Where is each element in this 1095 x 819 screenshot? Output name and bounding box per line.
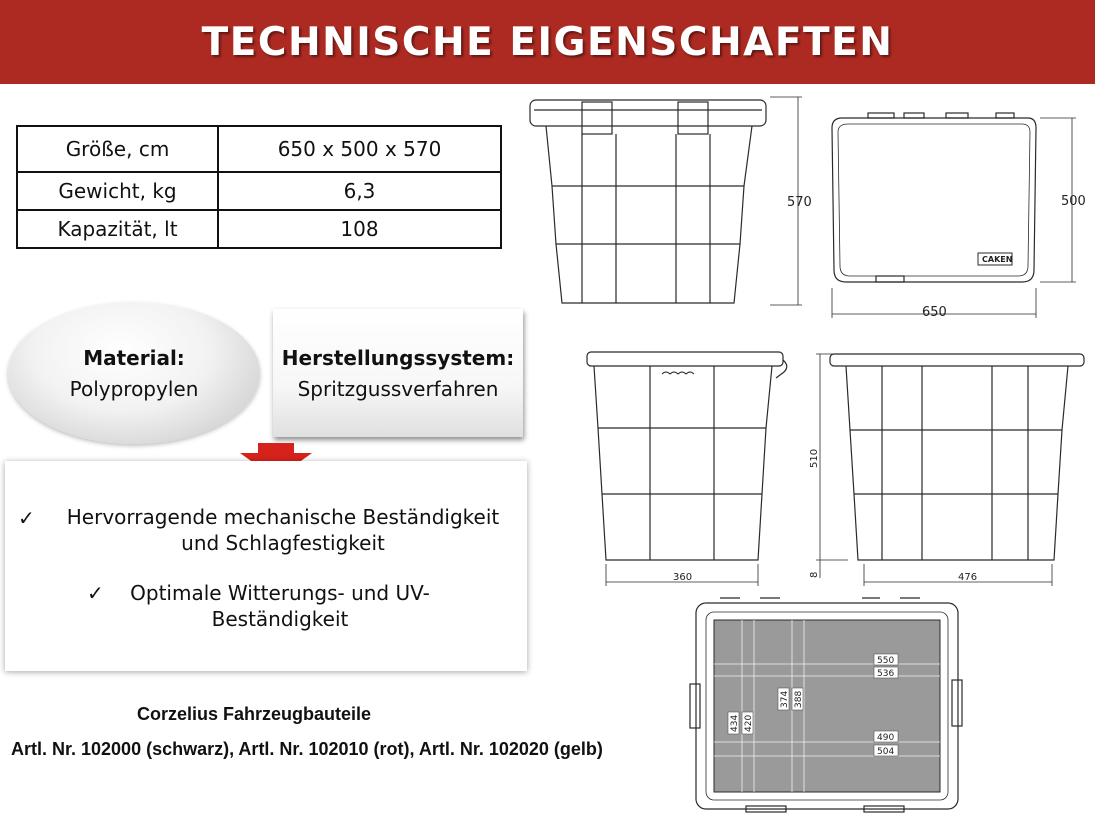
material-value: Polypropylen [69,376,199,401]
lid-brand-label: CAKEN [982,255,1013,264]
dim-490-label: 490 [877,733,895,743]
dim-bottom-label: 8 [809,571,820,578]
box-front-view-drawing [530,97,802,305]
spec-value: 108 [218,210,501,248]
dim-374-label: 374 [780,690,790,708]
material-title: Material: [83,345,185,370]
box-side-view-drawing [587,352,787,586]
spec-value: 6,3 [218,172,501,210]
spec-label: Kapazität, lt [17,210,218,248]
spec-label: Größe, cm [17,126,218,172]
page-title: TECHNISCHE EIGENSCHAFTEN [201,19,894,65]
dim-536-label: 536 [877,669,895,679]
feature-text: Hervorragende mechanische Beständigkeit [66,505,500,529]
lid-top-view-drawing [832,113,1076,318]
dim-width-label: 650 [922,305,947,320]
box-front-open-view-drawing [816,354,1084,586]
dim-depth-label: 500 [1061,194,1086,209]
feature-text: Beständigkeit [211,607,349,631]
dim-504-label: 504 [877,747,895,757]
dim-side-base-label: 360 [673,572,693,583]
box-open-top-view-drawing [690,598,962,812]
article-numbers: Artl. Nr. 102000 (schwarz), Artl. Nr. 102010 (rot), Artl. Nr. 102020 (gelb) [11,739,603,759]
system-value: Spritzgussverfahren [297,376,499,401]
spec-value: 650 x 500 x 570 [218,126,501,172]
dim-height-label: 570 [787,195,812,210]
spec-label: Gewicht, kg [17,172,218,210]
check-icon: ✓ [87,581,104,605]
system-title: Herstellungssystem: [281,345,515,370]
company-name: Corzelius Fahrzeugbauteile [136,704,372,724]
check-icon: ✓ [18,506,35,530]
dim-550-label: 550 [877,656,895,666]
feature-text: Optimale Witterungs- und UV- [130,581,430,605]
dim-434-label: 434 [730,714,740,732]
feature-text: und Schlagfestigkeit [181,531,385,555]
dim-388-label: 388 [794,690,804,708]
dim-inner-height-label: 510 [809,448,820,468]
dim-420-label: 420 [744,714,754,732]
dim-front-base-label: 476 [958,572,978,583]
